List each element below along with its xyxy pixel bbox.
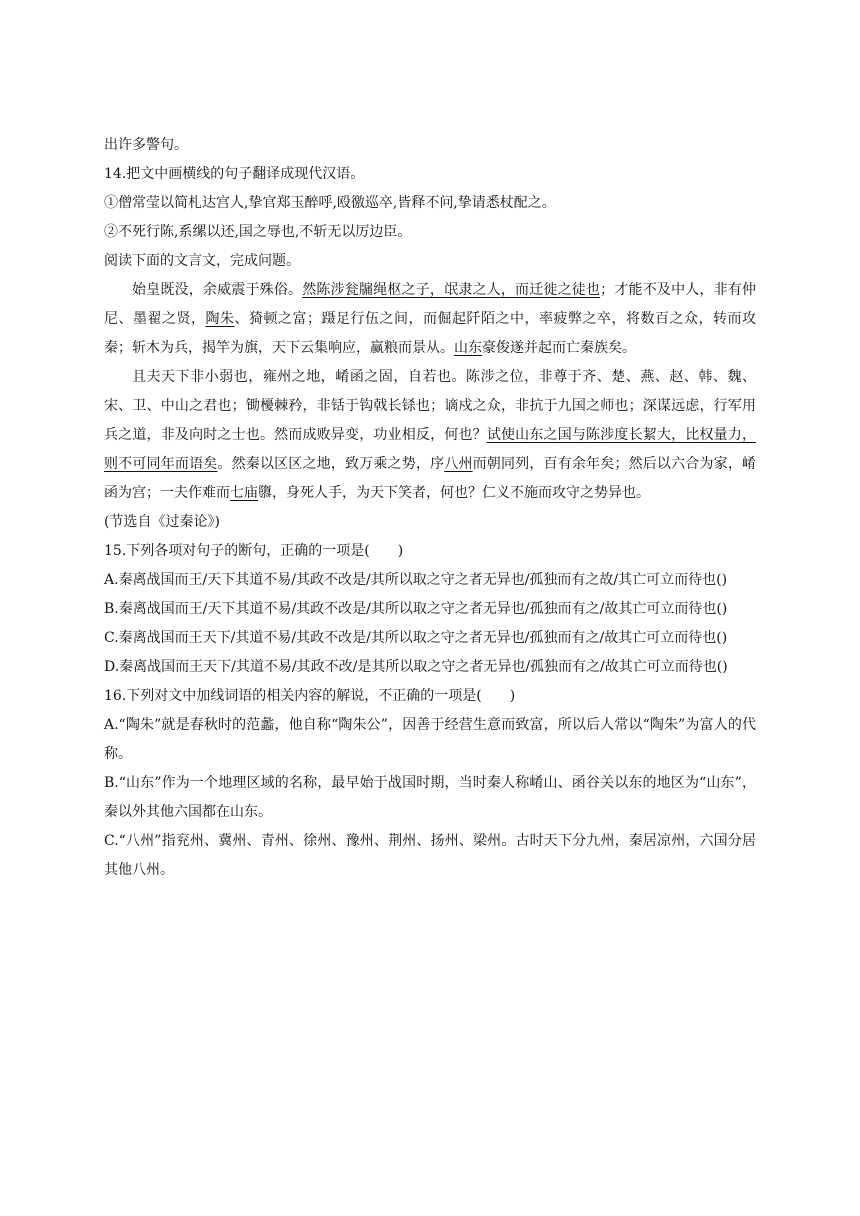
question-16-stem: 16.下列对文中加线词语的相关内容的解说，不正确的一项是( ) <box>104 688 516 704</box>
question-16-option-c: C.“八州”指兖州、冀州、青州、徐州、豫州、荆州、扬州、梁州。古时天下分九州，秦居凉州，六国分居其他八州。 <box>104 833 756 878</box>
underlined-term-taozhu: 陶朱 <box>205 311 235 327</box>
question-15-option-c: C.秦离战国而王天下/其道不易/其政不改是/其所以取之守之者无异也/孤独而有之/故其亡可立而待也() <box>104 630 728 646</box>
question-15-stem: 15.下列各项对句子的断句，正确的一项是( ) <box>104 543 404 559</box>
passage-paragraph-2 <box>104 363 756 508</box>
underlined-term-shandong: 山东 <box>454 340 482 356</box>
passage-text: 、猗顿之富；蹑足行伍之间，而倔起阡陌之中，率疲弊之卒，将数百之众，转而攻秦；斩木为兵，揭竿为旗，天下云集响应，赢粮而景从。 <box>104 311 756 356</box>
passage-text: 豪俊遂并起而亡秦族矣。 <box>482 340 636 356</box>
text-line: 出许多警句。 <box>104 137 188 153</box>
underlined-sentence: 试使山东之国与陈涉度长絜大，比权量力，则不可同年而语矣 <box>104 427 757 472</box>
passage-text: 且夫天下非小弱也，雍州之地，崤函之固，自若也。陈涉之位，非尊于齐、楚、燕、赵、韩、魏、宋、卫、中山之君也；锄櫌棘矜，非铦于钩戟长铩也；谪戍之众，非抗于九国之师也；深谋远虑，行军用兵之道，非及向时之士也。然而成败异变，功业相反，何也？ <box>104 369 756 443</box>
passage-text: 而朝同列，百有余年矣；然后以六合为家，崤函为宫；一夫作难而 <box>104 456 757 501</box>
question-16-option-b: B.“山东”作为一个地理区域的名称，最早始于战国时期，当时秦人称崤山、函谷关以东的地区为“山东”，秦以外其他六国都在山东。 <box>104 775 756 820</box>
question-15-option-d: D.秦离战国而王天下/其道不易/其政不改/是其所以取之守之者无异也/孤独而有之/故其亡可立而待也() <box>104 659 728 675</box>
passage-source: (节选自《过秦论》) <box>104 514 220 530</box>
passage-text: ；才能不及中人，非有仲尼、墨翟之贤， <box>104 282 757 327</box>
underlined-sentence: 然陈涉瓮牖绳枢之子，氓隶之人，而迁徙之徒也 <box>302 282 601 298</box>
reading-instruction: 阅读下面的文言文，完成问题。 <box>104 253 300 269</box>
question-16-option-a: A.“陶朱”就是春秋时的范蠡，他自称“陶朱公”，因善于经营生意而致富，所以后人常以“陶朱”为富人的代称。 <box>104 717 756 762</box>
passage-text: 始皇既没，余威震于殊俗。 <box>132 282 303 298</box>
question-14-sentence-2: ②不死行陈,系缧以还,国之辱也,不斩无以厉边臣。 <box>104 224 412 240</box>
passage-text: 隳，身死人手，为天下笑者，何也？仁义不施而攻守之势异也。 <box>258 485 650 501</box>
question-14-sentence-1: ①僧常莹以简札达宫人,挚官郑玉醉呼,殴徼巡卒,皆释不问,挚请悉杖配之。 <box>104 195 556 211</box>
underlined-term-qimiao: 七庙 <box>230 485 258 501</box>
underlined-term-bazhou: 八州 <box>444 456 473 472</box>
question-14-stem: 14.把文中画横线的句子翻译成现代汉语。 <box>104 166 365 182</box>
passage-paragraph-1 <box>104 276 756 363</box>
question-15-option-a: A.秦离战国而王/天下其道不易/其政不改是/其所以取之守之者无异也/孤独而有之故/其亡可立而待也() <box>104 572 728 588</box>
passage-text: 。然秦以区区之地，致万乘之势，序 <box>217 456 445 472</box>
question-15-option-b: B.秦离战国而王/天下其道不易/其政不改是/其所以取之守之者无异也/孤独而有之/故其亡可立而待也() <box>104 601 728 617</box>
